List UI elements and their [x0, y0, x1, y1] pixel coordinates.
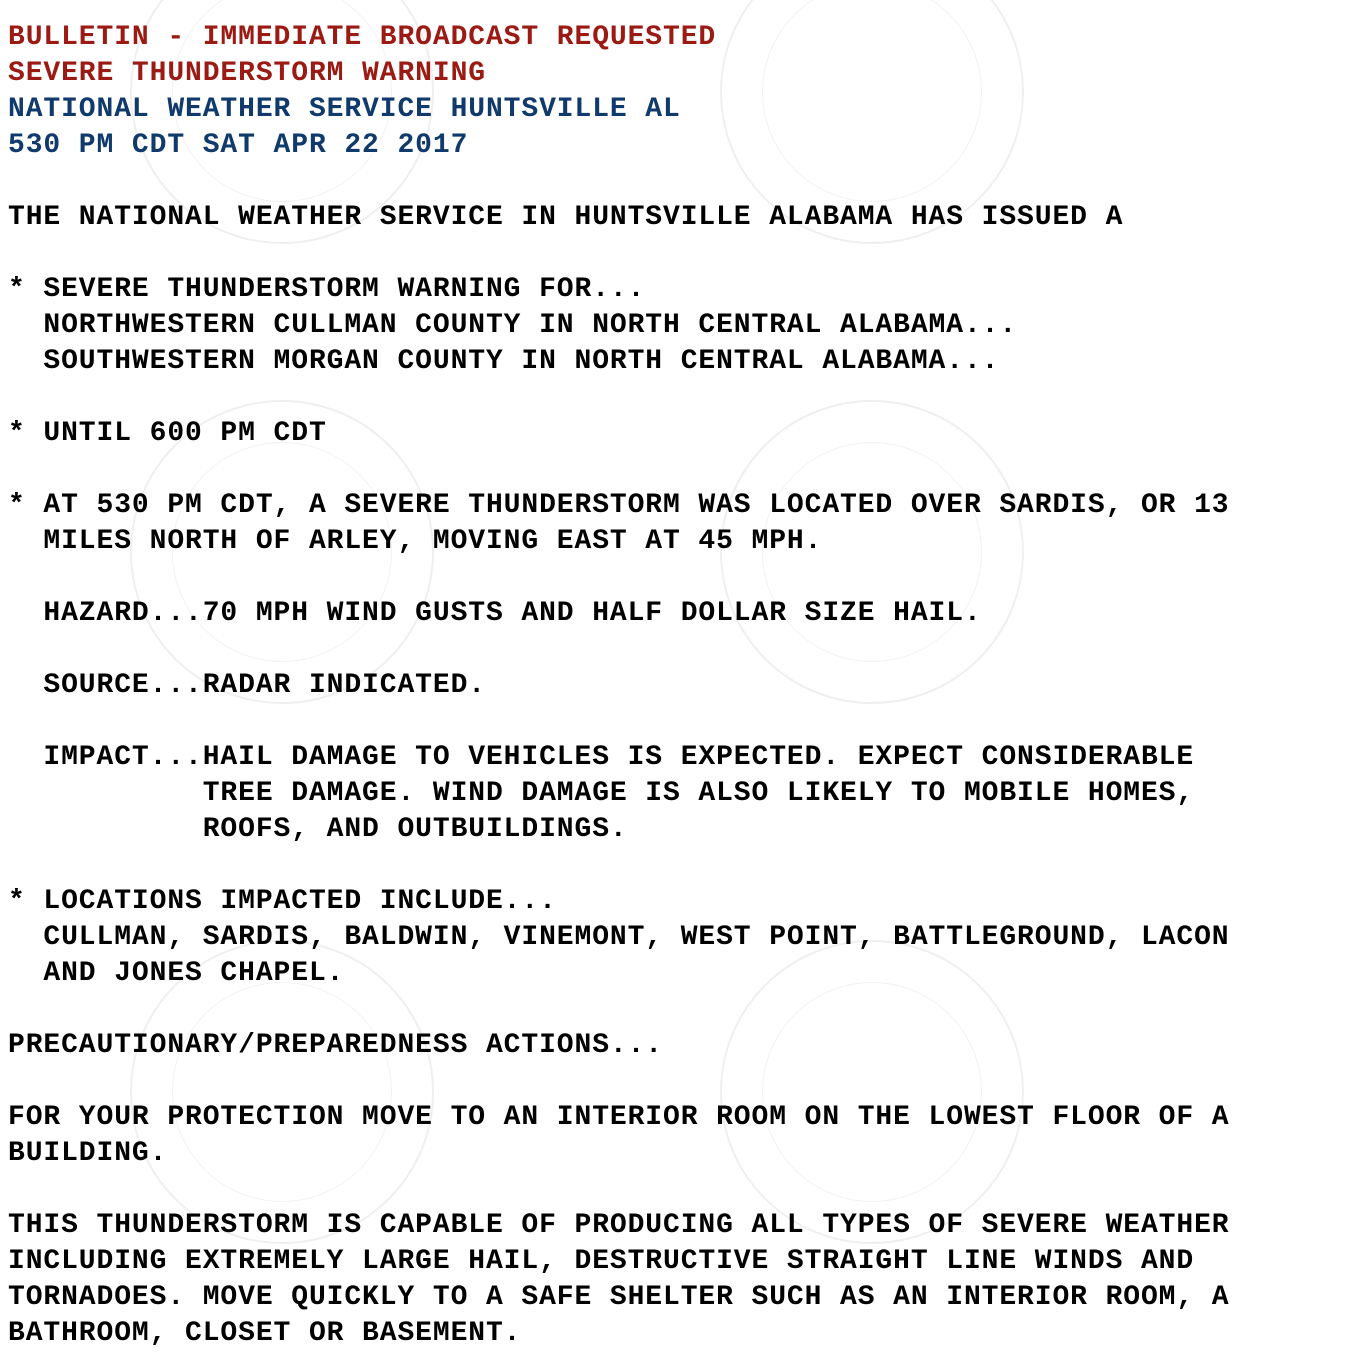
bulletin-line: INCLUDING EXTREMELY LARGE HAIL, DESTRUCTIVE STRAIGHT LINE WINDS AND: [8, 1246, 1195, 1277]
blank-line: [8, 848, 1230, 884]
bulletin-line: PRECAUTIONARY/PREPAREDNESS ACTIONS...: [8, 1030, 664, 1061]
bulletin-line: AND JONES CHAPEL.: [8, 958, 345, 989]
blank-line: [8, 560, 1230, 596]
blank-line: [8, 380, 1230, 416]
blank-line: [8, 704, 1230, 740]
bulletin-line: FOR YOUR PROTECTION MOVE TO AN INTERIOR ROOM ON THE LOWEST FLOOR OF A: [8, 1102, 1230, 1133]
bulletin-line: MILES NORTH OF ARLEY, MOVING EAST AT 45 MPH.: [8, 526, 823, 557]
bulletin-line: * AT 530 PM CDT, A SEVERE THUNDERSTORM WAS LOCATED OVER SARDIS, OR 13: [8, 490, 1230, 521]
bulletin-line: * UNTIL 600 PM CDT: [8, 418, 327, 449]
blank-line: [8, 992, 1230, 1028]
bulletin-line: BULLETIN - IMMEDIATE BROADCAST REQUESTED: [8, 22, 717, 53]
bulletin-line: ROOFS, AND OUTBUILDINGS.: [8, 814, 628, 845]
blank-line: [8, 164, 1230, 200]
bulletin-line: 530 PM CDT SAT APR 22 2017: [8, 130, 469, 161]
bulletin-line: SOURCE...RADAR INDICATED.: [8, 670, 486, 701]
bulletin-line: * LOCATIONS IMPACTED INCLUDE...: [8, 886, 557, 917]
bulletin-line: NATIONAL WEATHER SERVICE HUNTSVILLE AL: [8, 94, 681, 125]
blank-line: [8, 1064, 1230, 1100]
blank-line: [8, 632, 1230, 668]
bulletin-line: HAZARD...70 MPH WIND GUSTS AND HALF DOLLAR SIZE HAIL.: [8, 598, 982, 629]
bulletin-line: NORTHWESTERN CULLMAN COUNTY IN NORTH CENTRAL ALABAMA...: [8, 310, 1018, 341]
blank-line: [8, 1172, 1230, 1208]
bulletin-line: BUILDING.: [8, 1138, 168, 1169]
bulletin-line: SOUTHWESTERN MORGAN COUNTY IN NORTH CENTRAL ALABAMA...: [8, 346, 1000, 377]
bulletin-line: THIS THUNDERSTORM IS CAPABLE OF PRODUCING ALL TYPES OF SEVERE WEATHER: [8, 1210, 1230, 1241]
bulletin-line: CULLMAN, SARDIS, BALDWIN, VINEMONT, WEST POINT, BATTLEGROUND, LACON: [8, 922, 1230, 953]
bulletin-line: BATHROOM, CLOSET OR BASEMENT.: [8, 1318, 522, 1349]
bulletin-line: THE NATIONAL WEATHER SERVICE IN HUNTSVILLE ALABAMA HAS ISSUED A: [8, 202, 1124, 233]
warning-bulletin-text: [8, 20, 1230, 1352]
bulletin-line: TREE DAMAGE. WIND DAMAGE IS ALSO LIKELY TO MOBILE HOMES,: [8, 778, 1195, 809]
blank-line: [8, 236, 1230, 272]
blank-line: [8, 452, 1230, 488]
bulletin-line: SEVERE THUNDERSTORM WARNING: [8, 58, 486, 89]
bulletin-line: * SEVERE THUNDERSTORM WARNING FOR...: [8, 274, 646, 305]
bulletin-line: TORNADOES. MOVE QUICKLY TO A SAFE SHELTER SUCH AS AN INTERIOR ROOM, A: [8, 1282, 1230, 1313]
bulletin-line: IMPACT...HAIL DAMAGE TO VEHICLES IS EXPECTED. EXPECT CONSIDERABLE: [8, 742, 1195, 773]
